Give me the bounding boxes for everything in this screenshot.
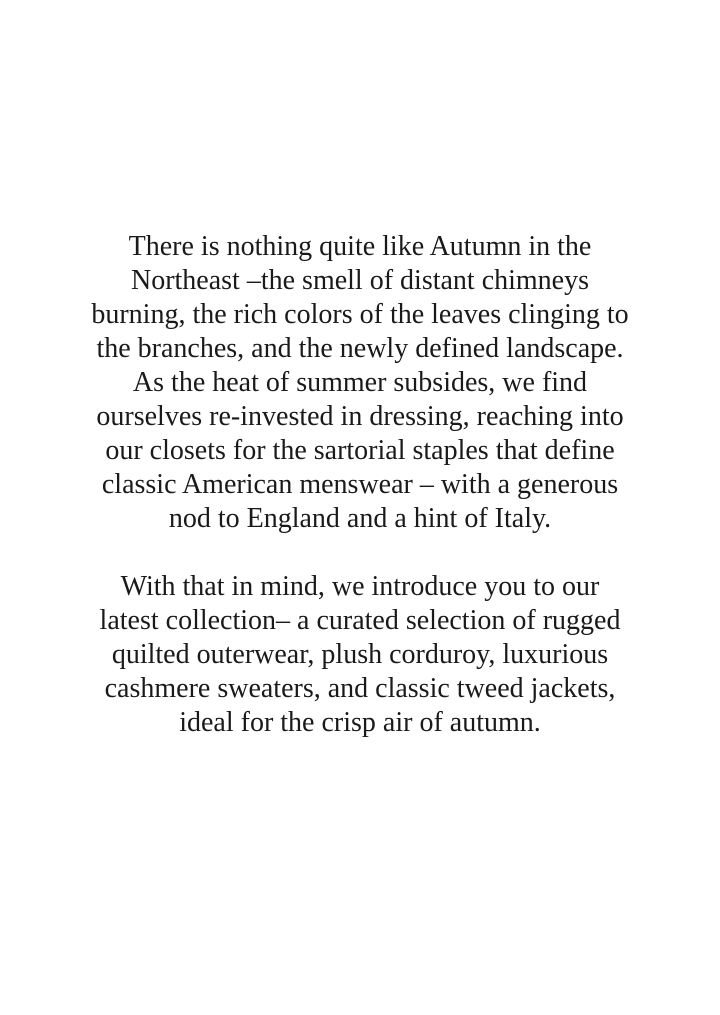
intro-paragraph — [40, 230, 680, 536]
text-line: cashmere sweaters, and classic tweed jackets, — [104, 673, 616, 704]
text-line: ourselves re-invested in dressing, reaching into — [96, 401, 624, 432]
text-line: nod to England and a hint of Italy. — [168, 503, 552, 534]
text-line: With that in mind, we introduce you to our — [120, 571, 600, 602]
collection-paragraph — [40, 570, 680, 740]
text-line: burning, the rich colors of the leaves clinging to — [91, 299, 629, 330]
text-line: latest collection– a curated selection of rugged — [99, 605, 621, 636]
text-line: our closets for the sartorial staples that define — [105, 435, 615, 466]
text-line: ideal for the crisp air of autumn. — [179, 707, 541, 738]
text-line: the branches, and the newly defined landscape. — [96, 333, 624, 364]
text-line: quilted outerwear, plush corduroy, luxurious — [111, 639, 609, 670]
paragraph-spacer — [40, 536, 680, 570]
text-line: As the heat of summer subsides, we find — [132, 367, 588, 398]
text-line: Northeast –the smell of distant chimneys — [130, 265, 590, 296]
text-line: There is nothing quite like Autumn in the — [128, 231, 592, 262]
text-line: classic American menswear – with a generous — [101, 469, 619, 500]
body-text — [40, 230, 680, 740]
